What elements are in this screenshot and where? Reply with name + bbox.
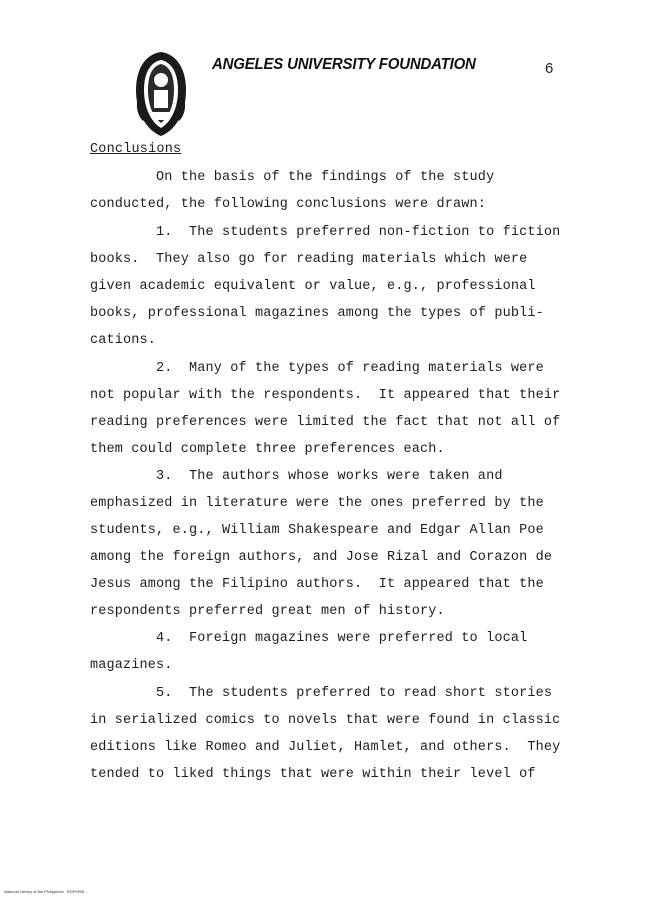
university-seal-icon: [132, 50, 190, 138]
section-heading: Conclusions: [90, 142, 182, 157]
body-line: 5. The students preferred to read short stories: [90, 686, 553, 701]
body-line: 3. The authors whose works were taken and: [90, 469, 503, 484]
body-line: books, professional magazines among the types of publi-: [90, 306, 544, 321]
body-line: cations.: [90, 333, 157, 348]
body-line: 4. Foreign magazines were preferred to local: [90, 631, 528, 646]
body-line: 1. The students preferred non-fiction to fiction: [90, 225, 561, 240]
body-line: reading preferences were limited the fact that not all of: [90, 415, 561, 430]
footer-note: National Library of the Philippines RDP0999...: [4, 889, 88, 894]
body-line: students, e.g., William Shakespeare and Edgar Allan Poe: [90, 523, 544, 538]
body-line: 2. Many of the types of reading materials were: [90, 361, 544, 376]
body-line: respondents preferred great men of history.: [90, 604, 445, 619]
body-line: magazines.: [90, 658, 173, 673]
body-line: them could complete three preferences each.: [90, 442, 445, 457]
body-line: books. They also go for reading materials which were: [90, 252, 528, 267]
body-line: tended to liked things that were within their level of: [90, 767, 536, 782]
body-line: among the foreign authors, and Jose Rizal and Corazon de: [90, 550, 553, 565]
body-line: not popular with the respondents. It appeared that their: [90, 388, 561, 403]
body-line: emphasized in literature were the ones preferred by the: [90, 496, 544, 511]
university-name: ANGELES UNIVERSITY FOUNDATION: [212, 55, 476, 74]
body-line: On the basis of the findings of the study: [90, 170, 495, 185]
page-number: 6: [545, 60, 554, 77]
body-line: given academic equivalent or value, e.g., professional: [90, 279, 536, 294]
body-line: Jesus among the Filipino authors. It appeared that the: [90, 577, 544, 592]
body-line: editions like Romeo and Juliet, Hamlet, and others. They: [90, 740, 561, 755]
body-line: conducted, the following conclusions were drawn:: [90, 197, 487, 212]
body-line: in serialized comics to novels that were found in classic: [90, 713, 561, 728]
